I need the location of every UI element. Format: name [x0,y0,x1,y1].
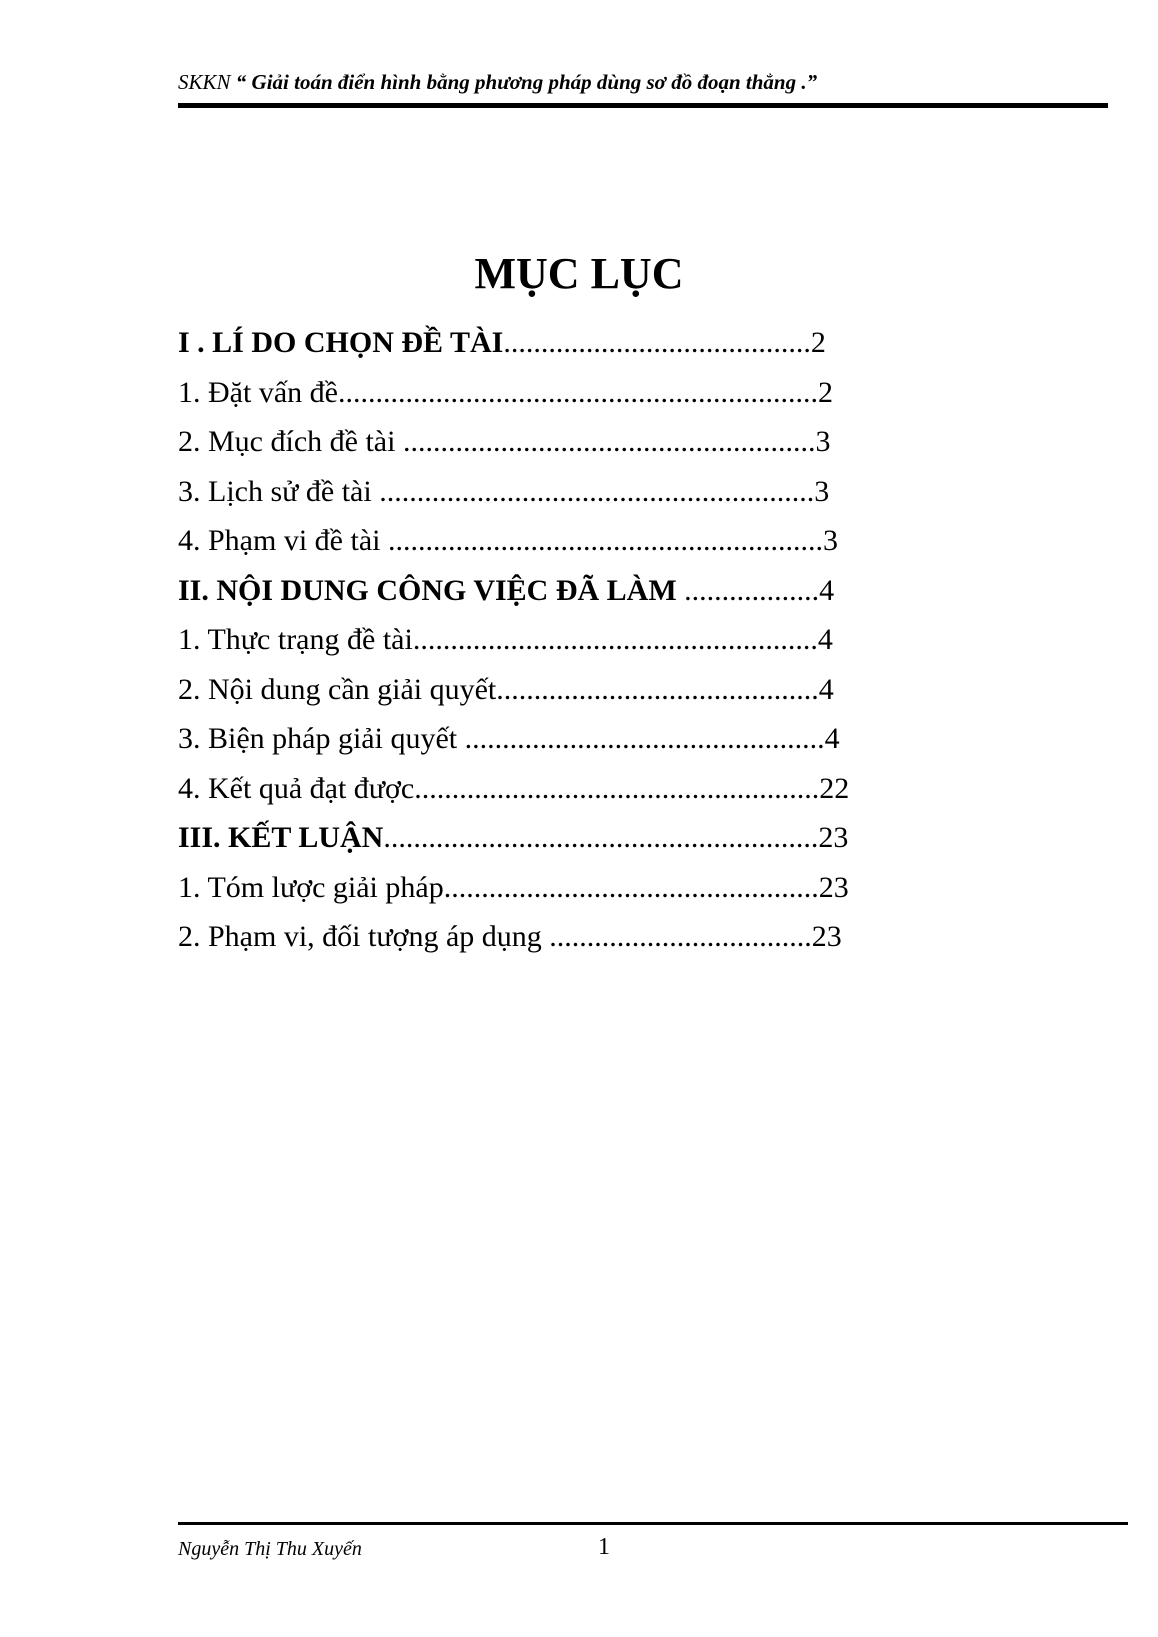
toc-entry-page: 4 [818,672,834,706]
header-title: “ Giải toán điển hình bằng phương pháp dùng sơ đồ đoạn thẳng .” [235,70,818,94]
toc-entry [178,863,938,913]
toc-entry [178,714,938,764]
toc-entry-leader: .......................................................... [383,821,819,854]
toc-entry [178,516,938,566]
toc-entry-page: 2 [810,326,826,359]
toc-entry-page: 22 [819,771,850,805]
page-header [178,70,1108,95]
toc-entry [178,615,938,665]
toc-entry-page: 2 [817,375,833,409]
toc-entry-label: 4. Kết quả đạt được [178,771,415,805]
toc-entry-leader: ........................................... [496,672,819,706]
toc-entry-leader: ....................................................... [402,425,816,458]
toc-entry [178,318,938,368]
toc-entry-page: 4 [824,722,840,755]
toc-entry-page: 3 [815,425,831,458]
toc-entry-leader: ................................................................ [337,375,818,409]
toc-entry-label: II. NỘI DUNG CÔNG VIỆC ĐÃ LÀM [178,573,685,607]
toc-entry-label: III. KẾT LUẬN [178,821,384,854]
toc-entry-leader: ................................... [549,920,812,953]
toc-entry-leader: .......................................................... [379,474,815,508]
toc-entry-leader: .................. [684,573,820,607]
toc-entry-page: 23 [818,821,849,854]
toc-entry [178,566,938,616]
toc-entry-page: 4 [819,573,835,607]
toc-entry-label: 1. Tóm lược giải pháp [178,870,444,904]
toc-entry-page: 3 [822,524,838,557]
toc-entry [178,813,938,863]
toc-entry-label: 1. Đặt vấn đề [178,375,338,409]
toc-entry-label: I . LÍ DO CHỌN ĐỀ TÀI [178,326,504,359]
table-of-contents [178,318,938,962]
toc-entry [178,764,938,814]
header-prefix: SKKN [178,70,231,94]
toc-entry-label: 2. Mục đích đề tài [178,425,403,458]
footer-rule [178,1522,1128,1525]
toc-entry-page: 4 [817,623,833,656]
toc-entry-leader: ...................................................... [412,623,818,656]
toc-entry-leader: .......................................................... [387,524,823,557]
toc-entry-leader: ................................................ [464,722,825,755]
toc-entry-label: 2. Phạm vi, đối tượng áp dụng [178,920,550,953]
toc-entry-label: 3. Biện pháp giải quyết [178,722,465,755]
toc-entry-label: 1. Thực trạng đề tài [178,623,413,656]
toc-entry-page: 23 [818,870,849,904]
toc-entry-page: 3 [814,474,830,508]
toc-entry-leader: ...................................................... [414,771,820,805]
footer-author: Nguyễn Thị Thu Xuyến [178,1538,362,1560]
toc-title: MỤC LỤC [474,249,684,298]
toc-entry [178,467,938,517]
toc-entry [178,368,938,418]
toc-entry-label: 2. Nội dung cần giải quyết [178,672,497,706]
toc-entry-label: 4. Phạm vi đề tài [178,524,388,557]
toc-entry [178,912,938,962]
toc-entry-leader: ......................................... [503,326,811,359]
toc-entry-page: 23 [811,920,842,953]
header-rule [178,103,1108,108]
toc-entry [178,417,938,467]
toc-entry-leader: .................................................. [443,870,819,904]
toc-entry-label: 3. Lịch sử đề tài [178,474,380,508]
page-number: 1 [598,1534,610,1560]
toc-entry [178,665,938,715]
